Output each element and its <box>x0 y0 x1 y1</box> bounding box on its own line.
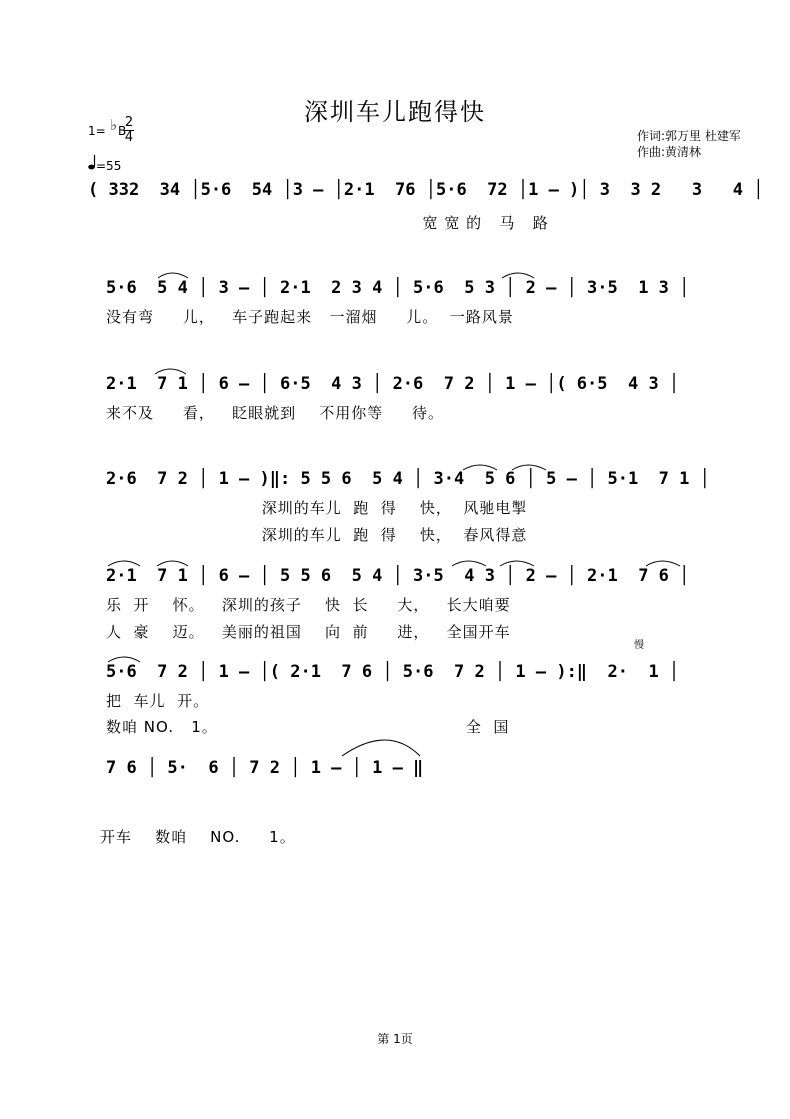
time-signature <box>124 116 134 145</box>
meter-bottom: 4 <box>124 130 134 145</box>
lyrics-line-5a: 乐 开 怀。 深圳的孩子 快 长 大， 长大咱要 <box>106 596 511 614</box>
slur-mark <box>342 740 420 756</box>
composer: 作曲:黄清林 <box>637 145 702 159</box>
lyrics-line-6a: 把 车儿 开。 <box>106 692 210 710</box>
notation-line-5: 2·1 7 1 │ 6 – │ 5 5 6 5 4 │ 3·5 4 3 │ 2 – │ 2·1 7 6 │ <box>106 566 690 586</box>
lyricist: 作词:郭万里 杜建军 <box>637 129 741 143</box>
tempo-value: =55 <box>96 159 122 173</box>
lyrics-line-2: 没有弯 儿， 车子跑起来 一溜烟 儿。 一路风景 <box>106 308 514 326</box>
lyrics-line-6b: 数咱 NO. 1。 全 国 <box>106 718 510 736</box>
notation-line-1: ( 332 34 │5·6 54 │3 – │2·1 76 │5·6 72 │1 – )│ 3 3 2 3 4 │ <box>88 180 764 200</box>
credits <box>637 128 741 160</box>
meter-top: 2 <box>124 115 134 130</box>
key-prefix: 1= <box>88 124 106 138</box>
page-number: 第 1页 <box>377 1032 413 1046</box>
lyrics-line-4a: 深圳的车儿 跑 得 快， 风驰电掣 <box>106 499 528 517</box>
quarter-note-icon <box>88 154 96 173</box>
flat-icon: ♭ <box>110 116 118 134</box>
lyrics-line-4b: 深圳的车儿 跑 得 快， 春风得意 <box>106 526 528 544</box>
key-note: B <box>118 124 127 138</box>
lyrics-line-8: 开车 数咱 NO. 1。 <box>100 828 296 846</box>
slow-mark: 慢 <box>634 640 644 651</box>
lyrics-line-3: 来不及 看， 眨眼就到 不用你等 待。 <box>106 404 445 422</box>
song-title: 深圳车儿跑得快 <box>304 98 486 126</box>
notation-line-2: 5·6 5 4 │ 3 – │ 2·1 2 3 4 │ 5·6 5 3 │ 2 – │ 3·5 1 3 │ <box>106 278 690 298</box>
key-signature <box>88 116 127 138</box>
notation-line-4: 2·6 7 2 │ 1 – )‖: 5 5 6 5 4 │ 3·4 5 6 │ 5 – │ 5·1 7 1 │ <box>106 469 710 489</box>
notation-line-7: 7 6 │ 5· 6 │ 7 2 │ 1 – │ 1 – ‖ <box>106 758 424 778</box>
lyrics-line-5b: 人 豪 迈。 美丽的祖国 向 前 进， 全国开车 <box>106 623 511 641</box>
notation-line-6: 5·6 7 2 │ 1 – │( 2·1 7 6 │ 5·6 7 2 │ 1 – ):‖ 2· 1 │ <box>106 662 680 682</box>
tempo-mark <box>88 154 121 173</box>
lyrics-line-1: 宽 宽 的 马 路 <box>88 214 549 232</box>
notation-line-3: 2·1 7 1 │ 6 – │ 6·5 4 3 │ 2·6 7 2 │ 1 – │( 6·5 4 3 │ <box>106 374 680 394</box>
